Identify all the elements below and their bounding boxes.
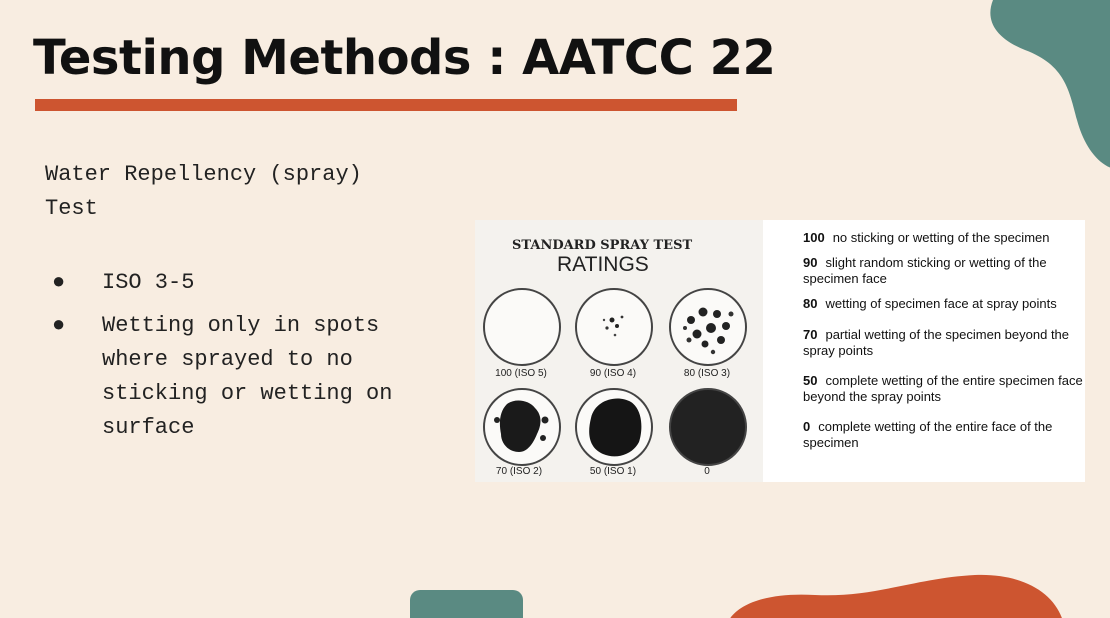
rating-circle-70: [483, 388, 561, 466]
rating-score: 100: [803, 230, 825, 245]
circle-label: 70 (ISO 2): [495, 466, 543, 477]
rating-description: complete wetting of the entire face of the specimen: [803, 419, 1053, 450]
decorative-teal-block-bottom: [410, 590, 523, 618]
rating-circle-80: [669, 288, 747, 366]
rating-circle-100: [483, 288, 561, 366]
wetting-spots-icon: [577, 290, 651, 364]
wetting-partial-icon: [485, 390, 559, 464]
circle-label: 100 (ISO 5): [495, 368, 547, 379]
rating-legend-item: [803, 373, 1085, 405]
rating-circle-90: [575, 288, 653, 366]
bullet-dot-icon: ●: [52, 313, 66, 338]
rating-score: 70: [803, 327, 818, 342]
rating-score: 90: [803, 255, 818, 270]
section-subtitle: Water Repellency (spray) Test: [45, 162, 362, 221]
rating-legend-item: [803, 327, 1085, 359]
rating-circle-50: [575, 388, 653, 466]
circle-label: 80 (ISO 3): [683, 368, 731, 379]
rating-description: partial wetting of the specimen beyond the spray points: [803, 327, 1070, 358]
rating-circle-0: [669, 388, 747, 466]
rating-legend-item: [803, 296, 1085, 312]
rating-legend-item: [803, 230, 1085, 246]
rating-score: 50: [803, 373, 818, 388]
rating-description: no sticking or wetting of the specimen: [832, 230, 1050, 245]
title-underline: [35, 99, 737, 111]
wetting-spots-icon: [671, 290, 745, 364]
circle-label: 0: [704, 466, 710, 477]
rating-description: slight random sticking or wetting of the specimen face: [803, 255, 1047, 286]
figure-heading: STANDARD SPRAY TEST: [512, 238, 693, 253]
wetting-complete-icon: [577, 390, 651, 464]
rating-legend-item: [803, 255, 1085, 287]
circle-label: 90 (ISO 4): [589, 368, 637, 379]
decorative-teal-blob-top: [985, 0, 1110, 170]
decorative-orange-blob-bottom: [725, 570, 1065, 618]
bullet-item: [52, 266, 452, 300]
spray-test-figure: [475, 220, 763, 482]
spray-ratings-image: [475, 220, 1085, 482]
bullet-list: [52, 266, 452, 454]
figure-subheading: RATINGS: [557, 253, 649, 276]
rating-score: 80: [803, 296, 818, 311]
bullet-item: [52, 309, 452, 445]
rating-legend-item: [803, 419, 1085, 451]
page-title: Testing Methods : AATCC 22: [33, 30, 776, 86]
rating-description: complete wetting of the entire specimen face beyond the spray points: [803, 373, 1083, 404]
bullet-dot-icon: ●: [52, 270, 66, 295]
rating-description: wetting of specimen face at spray points: [825, 296, 1057, 311]
rating-legend-list: [803, 230, 1085, 451]
rating-score: 0: [803, 419, 811, 434]
circle-label: 50 (ISO 1): [589, 466, 637, 477]
bullet-text: ISO 3-5: [102, 270, 195, 295]
bullet-text: Wetting only in spots where sprayed to no sticking or wetting on surface: [102, 313, 393, 440]
